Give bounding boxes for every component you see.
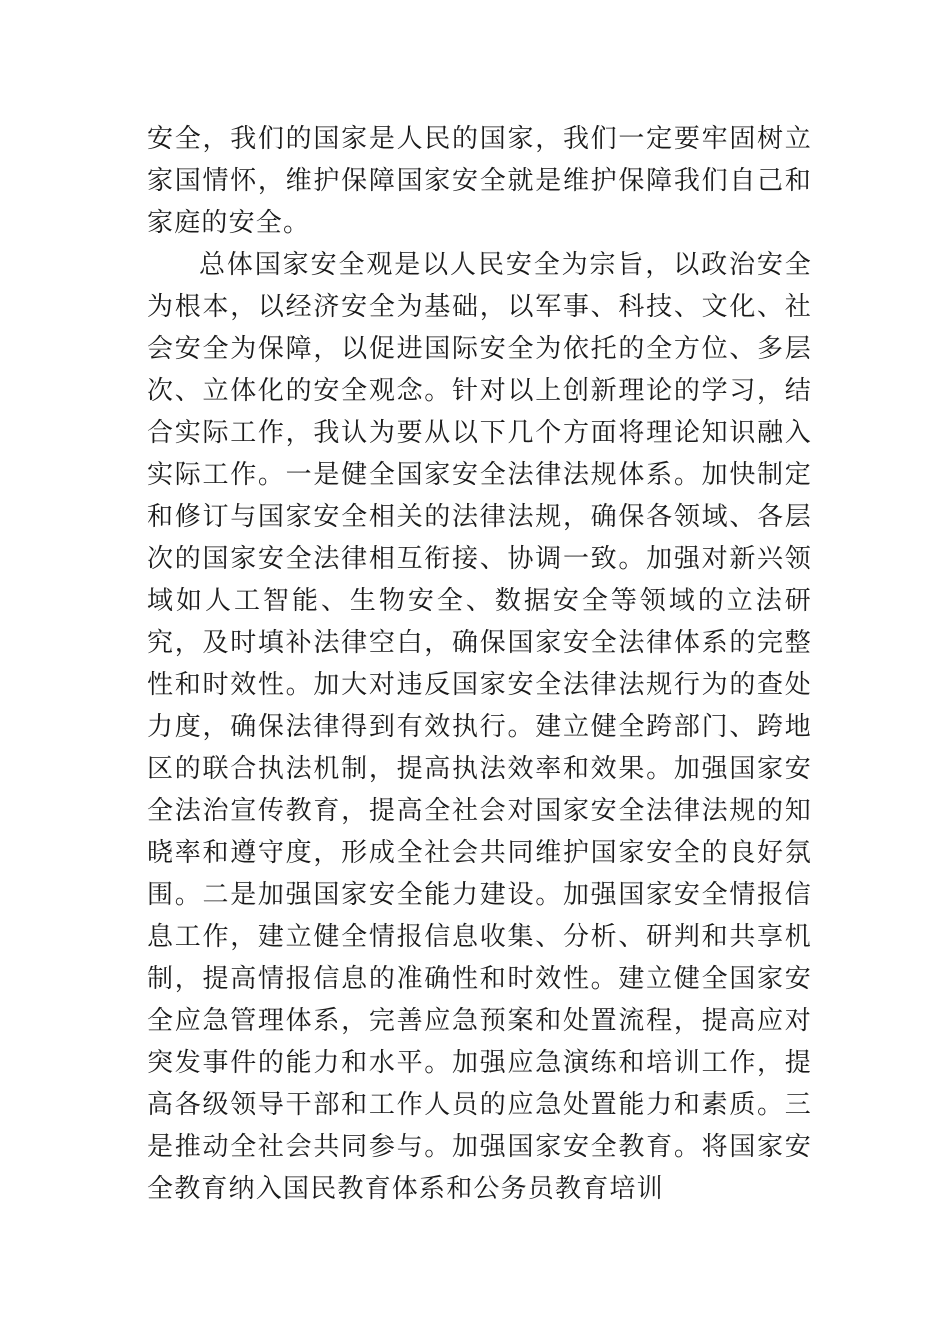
document-body [147,118,812,1210]
paragraph-security-concept: 总体国家安全观是以人民安全为宗旨，以政治安全为根本，以经济安全为基础，以军事、科技、文化、社会安全为保障，以促进国际安全为依托的全方位、多层次、立体化的安全观念。针对以上创新理论的学习，结合实际工作，我认为要从以下几个方面将理论知识融入实际工作。一是健全国家安全法律法规体系。加快制定和修订与国家安全相关的法律法规，确保各领域、各层次的国家安全法律相互衔接、协调一致。加强对新兴领域如人工智能、生物安全、数据安全等领域的立法研究，及时填补法律空白，确保国家安全法律体系的完整性和时效性。加大对违反国家安全法律法规行为的查处力度，确保法律得到有效执行。建立健全跨部门、跨地区的联合执法机制，提高执法效率和效果。加强国家安全法治宣传教育，提高全社会对国家安全法律法规的知晓率和遵守度，形成全社会共同维护国家安全的良好氛围。二是加强国家安全能力建设。加强国家安全情报信息工作，建立健全情报信息收集、分析、研判和共享机制，提高情报信息的准确性和时效性。建立健全国家安全应急管理体系，完善应急预案和处置流程，提高应对突发事件的能力和水平。加强应急演练和培训工作，提高各级领导干部和工作人员的应急处置能力和素质。三是推动全社会共同参与。加强国家安全教育。将国家安全教育纳入国民教育体系和公务员教育培训 [147,250,812,1204]
paragraph-continued: 安全，我们的国家是人民的国家，我们一定要牢固树立家国情怀，维护保障国家安全就是维护保障我们自己和家庭的安全。 [147,124,812,238]
